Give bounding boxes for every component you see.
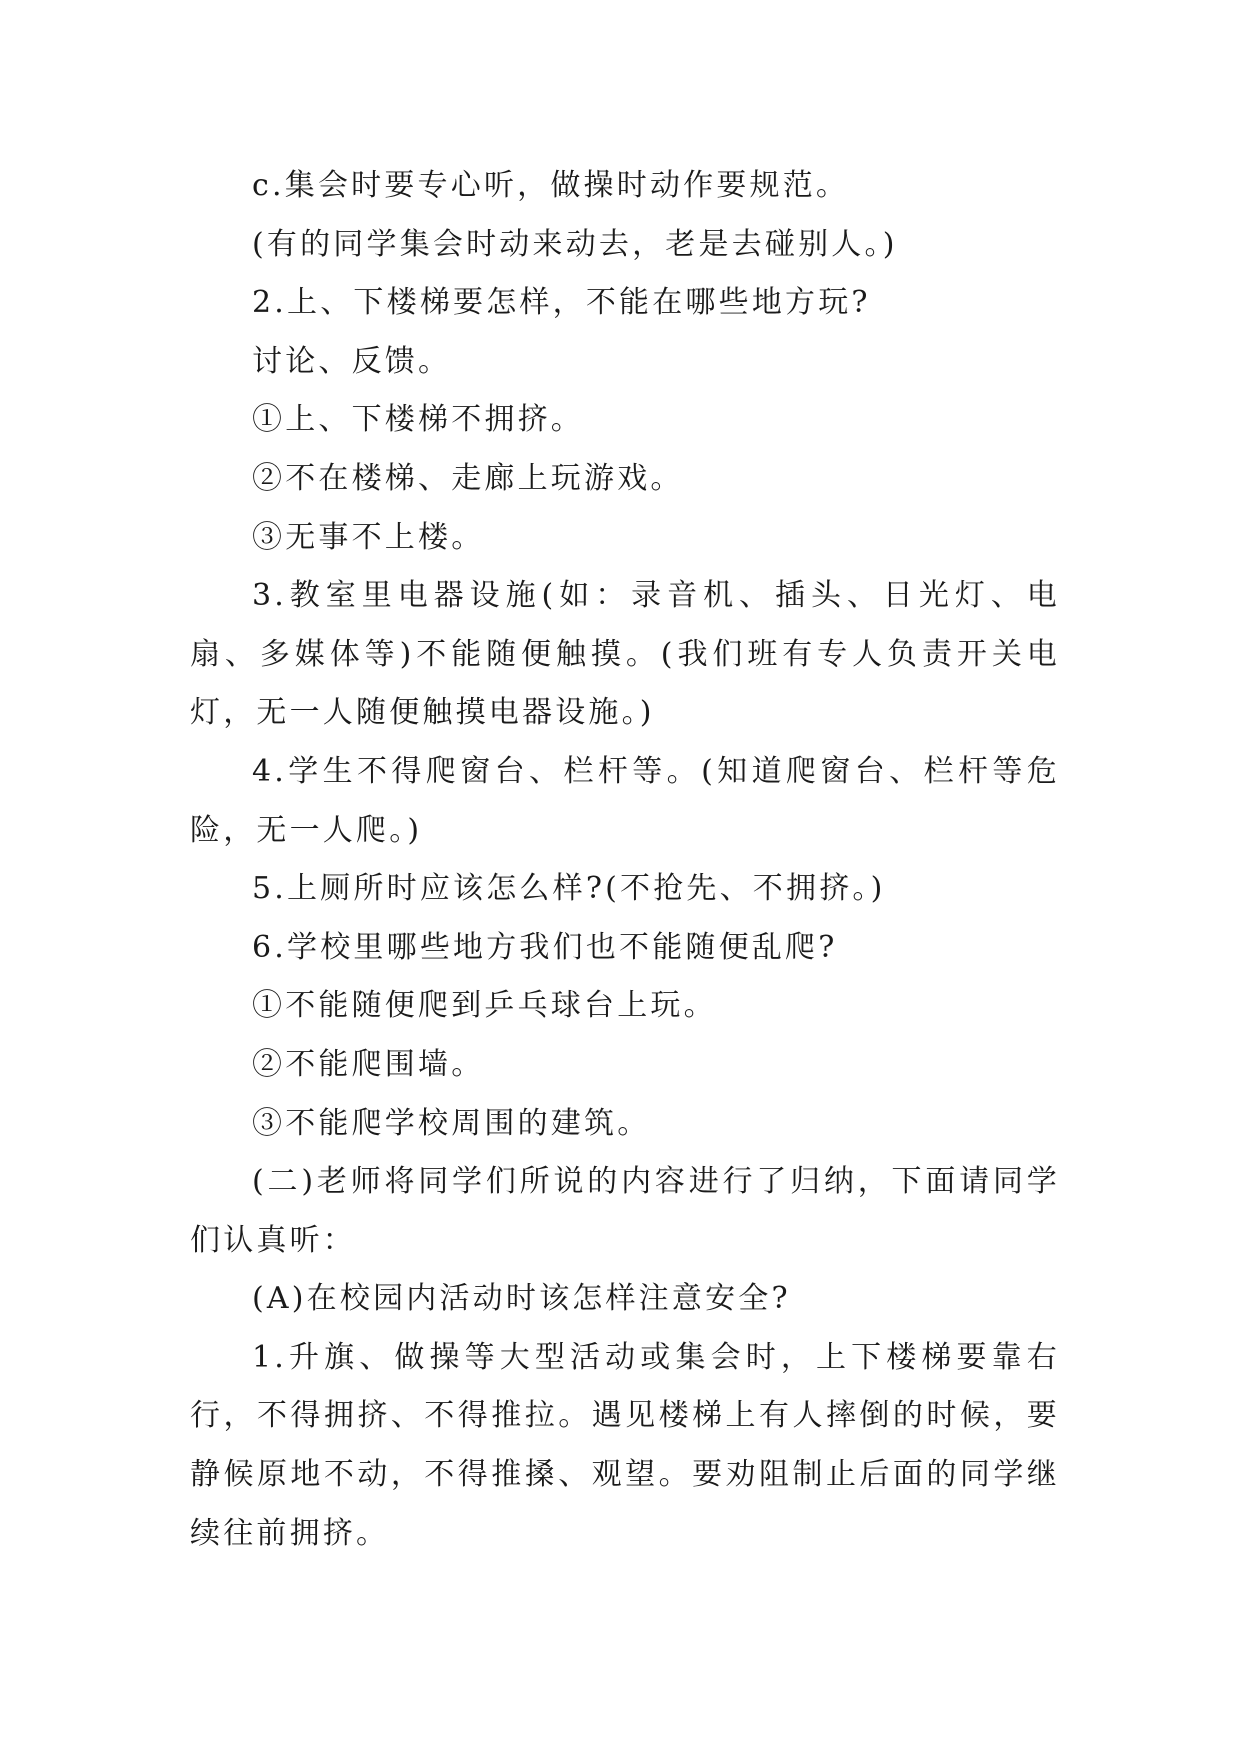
paragraph: 6.学校里哪些地方我们也不能随便乱爬? [252, 929, 838, 965]
document-body [190, 157, 1060, 1563]
paragraph: ①不能随便爬到乒乓球台上玩。 [252, 988, 717, 1024]
paragraph: ③无事不上楼。 [252, 519, 485, 555]
paragraph: ③不能爬学校周围的建筑。 [252, 1105, 651, 1141]
paragraph: 讨论、反馈。 [252, 343, 452, 379]
paragraph: 1.升旗、做操等大型活动或集会时，上下楼梯要靠右行，不得拥挤、不得推拉。遇见楼梯上有人摔倒的时候，要静候原地不动，不得推搡、观望。要劝阻制止后面的同学继续往前拥挤。 [190, 1339, 1060, 1551]
paragraph: ②不在楼梯、走廊上玩游戏。 [252, 460, 684, 496]
paragraph: 3.教室里电器设施(如：录音机、插头、日光灯、电扇、多媒体等)不能随便触摸。(我们班有专人负责开关电灯，无一人随便触摸电器设施。) [190, 578, 1060, 731]
paragraph: ②不能爬围墙。 [252, 1046, 485, 1082]
paragraph: (二)老师将同学们所说的内容进行了归纳，下面请同学们认真听： [190, 1164, 1060, 1258]
paragraph: (A)在校园内活动时该怎样注意安全? [252, 1281, 791, 1317]
paragraph: 4.学生不得爬窗台、栏杆等。(知道爬窗台、栏杆等危险，无一人爬。) [190, 753, 1060, 848]
paragraph: c.集会时要专心听，做操时动作要规范。 [252, 168, 850, 203]
paragraph: 5.上厕所时应该怎么样?(不抢先、不拥挤。) [252, 871, 886, 907]
paragraph: 2.上、下楼梯要怎样，不能在哪些地方玩? [252, 285, 871, 321]
paragraph: ①上、下楼梯不拥挤。 [252, 402, 584, 438]
paragraph: (有的同学集会时动来动去，老是去碰别人。) [252, 226, 898, 262]
